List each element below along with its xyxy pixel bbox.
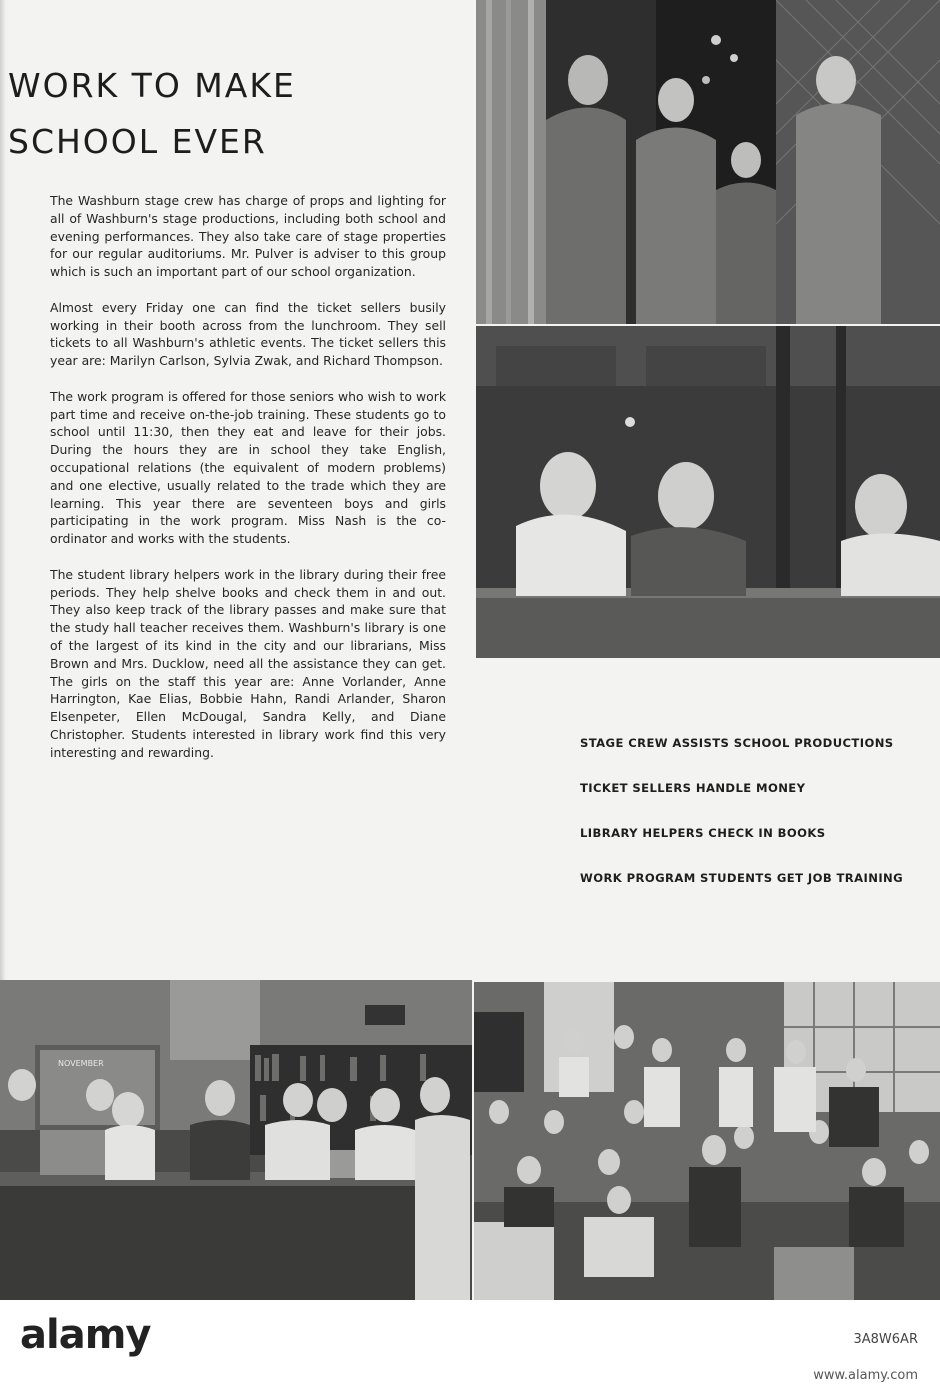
article-body <box>50 192 446 779</box>
image-id: 3A8W6AR <box>853 1332 918 1347</box>
headline-line-2: SCHOOL EVER <box>8 122 267 161</box>
paragraph-ticket-sellers: Almost every Friday one can find the ticket sellers busily working in their booth across from the lunchroom. They sell tickets to all Washburn's athletic events. The ticket sellers this year are: Marilyn Carlson, Sylvia Zwak, and Richard Thompson. <box>50 299 446 369</box>
alamy-logo: alamy <box>20 1312 151 1358</box>
library-board-sign: NOVEMBER <box>58 1059 104 1068</box>
paragraph-work-program: The work program is offered for those seniors who wish to work part time and receive on-the-job training. These students go to school until 11:30, then they eat and leave for their jobs. During the hours they are in school they take English, occupational relations (the equivalent of modern problems) and one elective, usually related to the trade which they are learning. This year there are seventeen boys and girls participating in the work program. Miss Nash is the co-ordinator and works with the students. <box>50 388 446 547</box>
paragraph-library-helpers: The student library helpers work in the library during their free periods. They help shelve books and check them in and out. They also keep track of the library passes and make sure that the study hall teacher receives them. Washburn's library is one of the largest of its kind in the city and our librarians, Miss Brown and Mrs. Ducklow, need all the assistance they can get. The girls on the staff this year are: Anne Vorlander, Anne Harrington, Kae Elias, Bobbie Hahn, Randi Arlander, Sharon Elsenpeter, Ellen McDougal, Sandra Kelly, and Diane Christopher. Students interested in library work find this very interesting and rewarding. <box>50 566 446 760</box>
image-id-block <box>813 1322 918 1390</box>
caption-ticket-sellers: TICKET SELLERS HANDLE MONEY <box>580 781 806 795</box>
caption-work-program: WORK PROGRAM STUDENTS GET JOB TRAINING <box>580 871 904 885</box>
watermark-footer <box>0 1300 940 1390</box>
stage-crew-photo <box>476 0 940 324</box>
paragraph-stage-crew: The Washburn stage crew has charge of props and lighting for all of Washburn's stage productions, including both school and evening performances. They also take care of stage properties for our regular auditoriums. Mr. Pulver is adviser to this group which is such an important part of our school organization. <box>50 193 446 280</box>
photo-captions <box>580 736 930 916</box>
work-program-photo <box>474 982 940 1300</box>
headline <box>8 58 448 170</box>
ticket-sellers-photo <box>476 326 940 658</box>
headline-line-1: WORK TO MAKE <box>8 66 296 105</box>
library-helpers-photo <box>0 980 472 1300</box>
caption-stage-crew: STAGE CREW ASSISTS SCHOOL PRODUCTIONS <box>580 736 894 750</box>
watermark-url: www.alamy.com <box>813 1368 918 1383</box>
caption-library-helpers: LIBRARY HELPERS CHECK IN BOOKS <box>580 826 826 840</box>
